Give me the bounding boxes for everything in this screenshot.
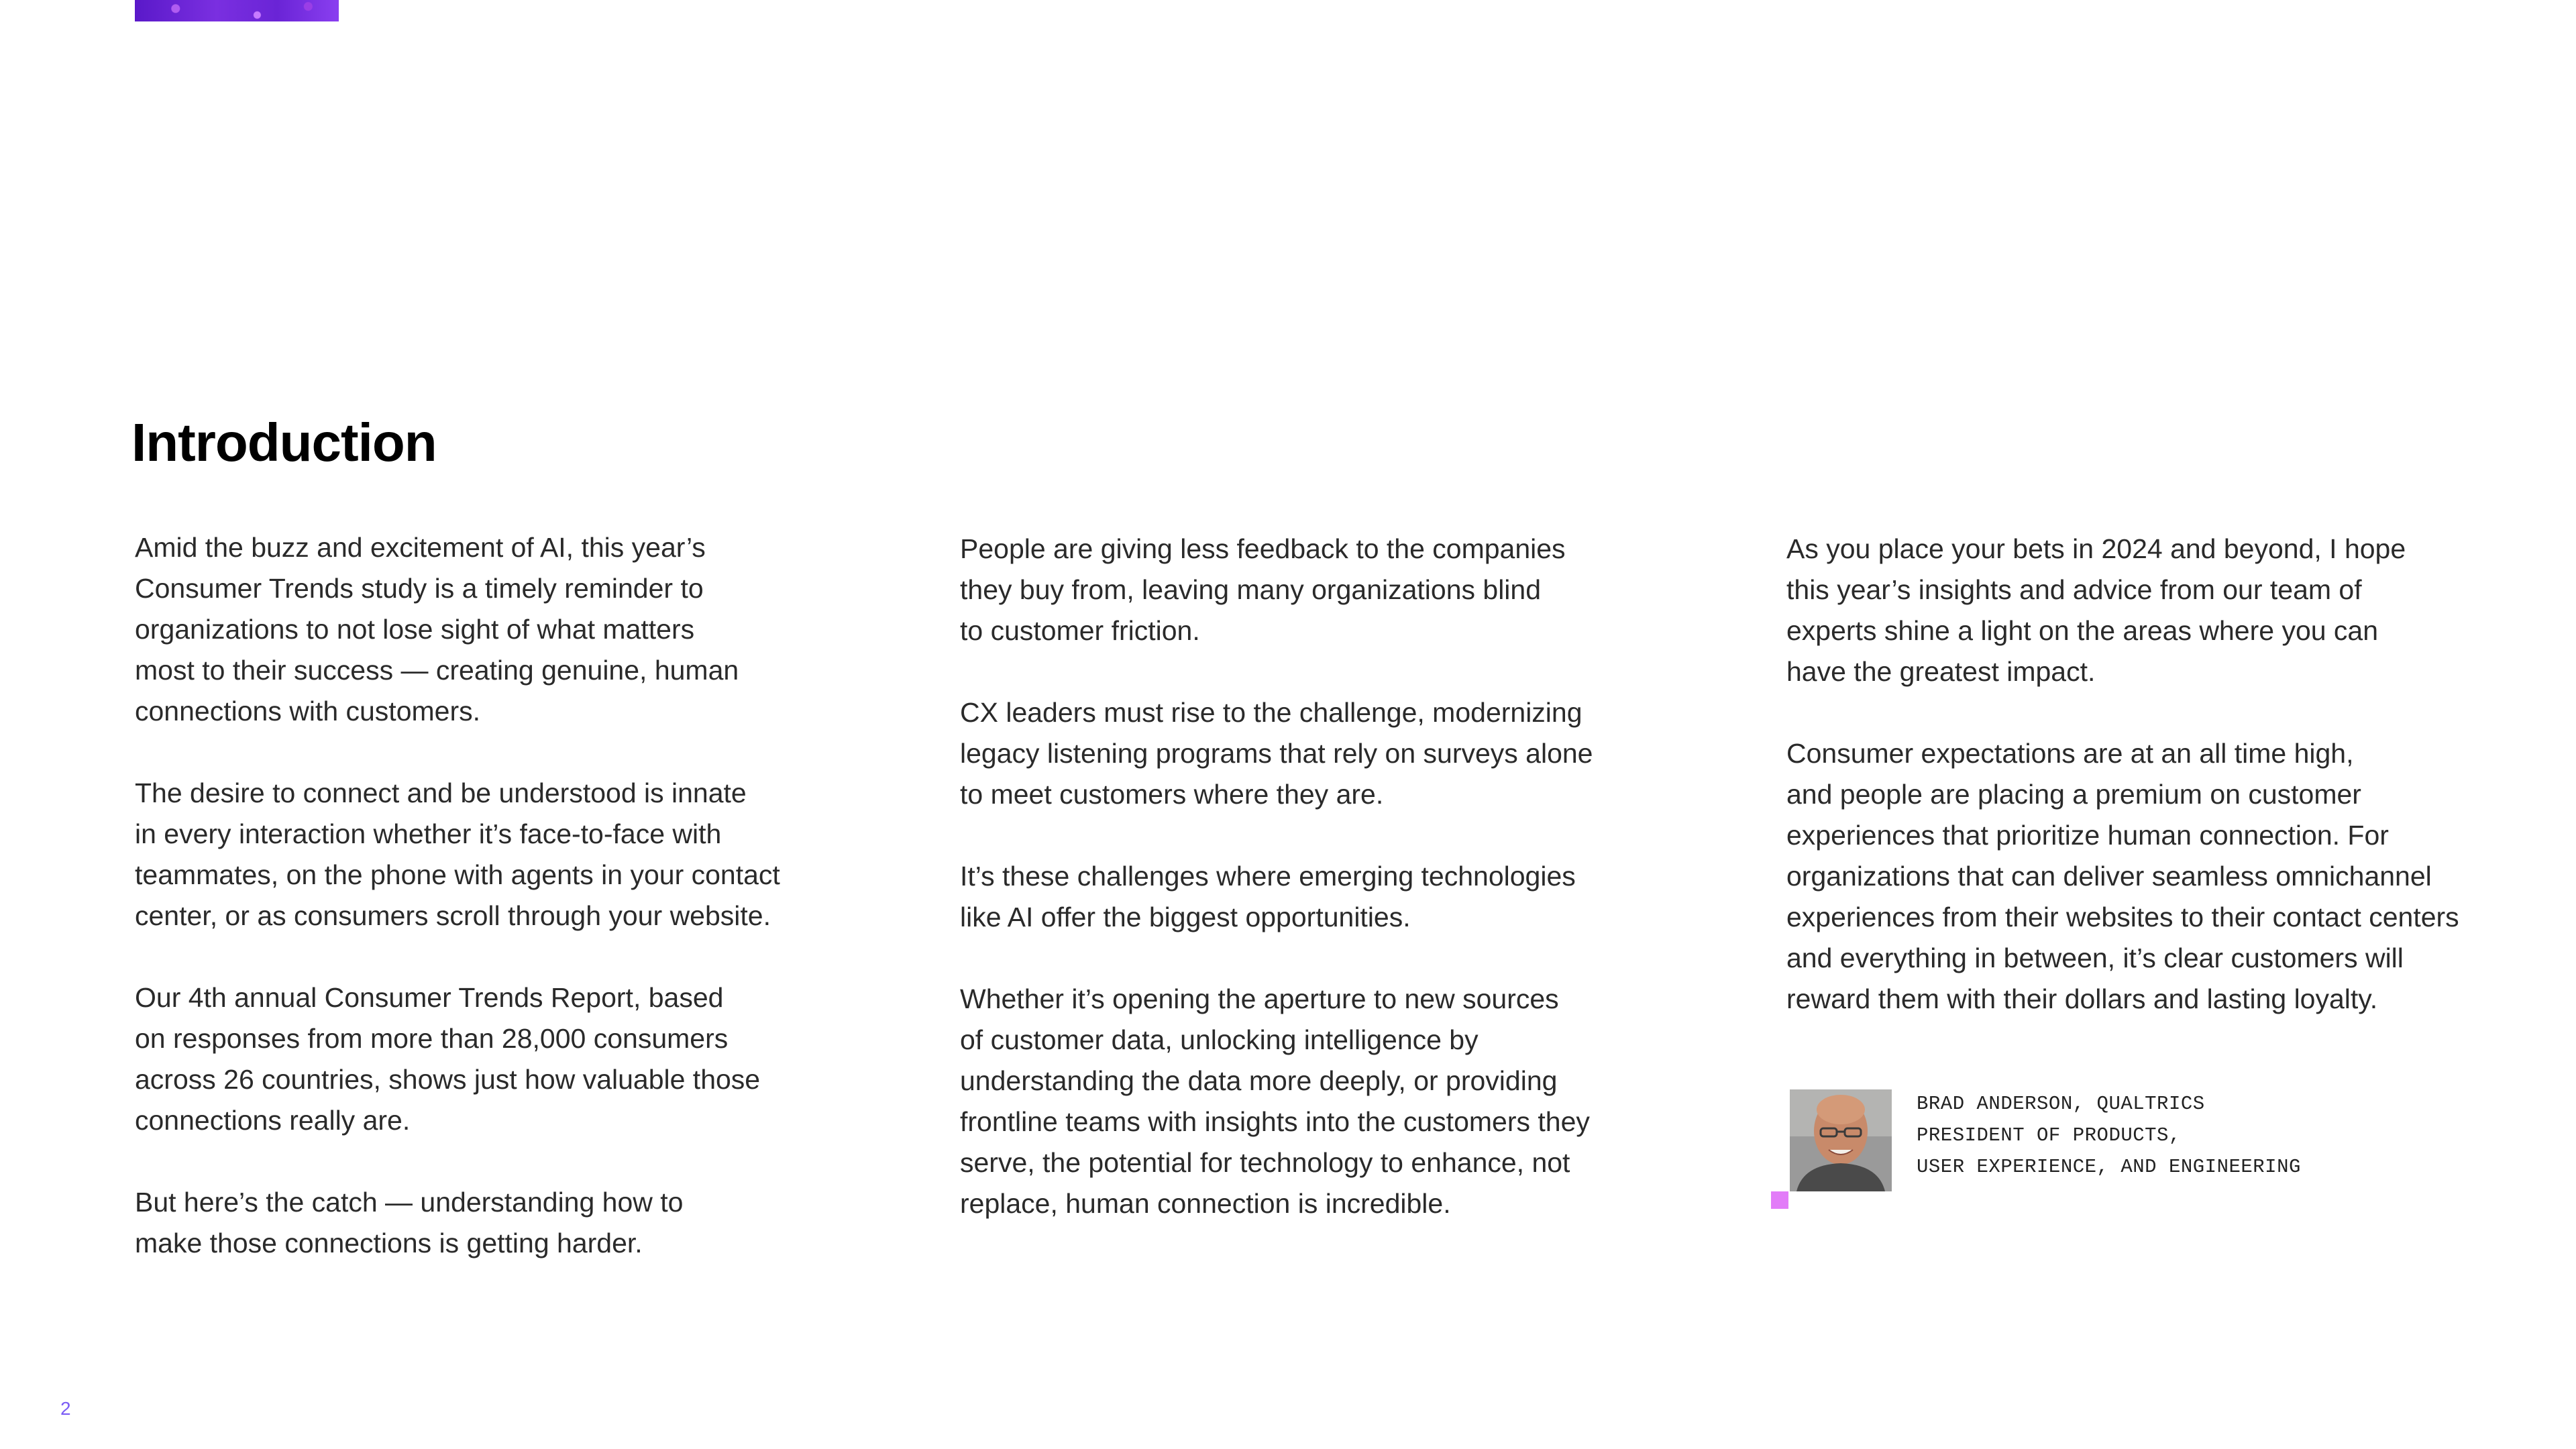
- accent-square: [1771, 1191, 1788, 1209]
- text-column-1: [135, 527, 806, 1305]
- text-column-2: [960, 529, 1631, 1265]
- paragraph: Our 4th annual Consumer Trends Report, based on responses from more than 28,000 consumers across 26 countries, shows just how valuable those connections really are.: [135, 982, 761, 1136]
- decorative-header-swatch: [135, 0, 339, 21]
- paragraph: People are giving less feedback to the companies they buy from, leaving many organizations blind to customer friction.: [960, 533, 1566, 646]
- paragraph: As you place your bets in 2024 and beyond, I hope this year’s insights and advice from our team of experts shine a light on the areas where you can have the greatest impact.: [1786, 533, 2406, 687]
- author-role: PRESIDENT OF PRODUCTS,: [1917, 1124, 2181, 1146]
- paragraph: Amid the buzz and excitement of AI, this year’s Consumer Trends study is a timely reminder to organizations to not lose sight of what matters most to their success — creating genuine, human connections with customers.: [135, 532, 739, 727]
- author-name: BRAD ANDERSON, QUALTRICS: [1917, 1093, 2205, 1115]
- page-title: Introduction: [131, 413, 437, 472]
- paragraph: It’s these challenges where emerging technologies like AI offer the biggest opportunities.: [960, 861, 1576, 932]
- author-signature: [1771, 1088, 2442, 1209]
- text-column-3: [1786, 529, 2524, 1061]
- paragraph: The desire to connect and be understood is innate in every interaction whether it’s face-to-face with teammates, on the phone with agents in your contact center, or as consumers scroll through your website.: [135, 777, 780, 931]
- page-number: 2: [60, 1398, 71, 1419]
- author-role-continued: USER EXPERIENCE, AND ENGINEERING: [1917, 1156, 2301, 1178]
- paragraph: CX leaders must rise to the challenge, modernizing legacy listening programs that rely on surveys alone to meet customers where they are.: [960, 697, 1593, 810]
- portrait-image: [1790, 1089, 1892, 1191]
- paragraph: Whether it’s opening the aperture to new sources of customer data, unlocking intelligence by understanding the data more deeply, or providing frontline teams with insights into the customers they serve, the potential for technology to enhance, not replace, human connection is incredible.: [960, 983, 1590, 1219]
- paragraph: Consumer expectations are at an all time high, and people are placing a premium on customer experiences that prioritize human connection. For organizations that can deliver seamless omnichannel experiences from their websites to their contact centers and everything in between, it’s clear customers will reward them with their dollars and lasting loyalty.: [1786, 738, 2459, 1014]
- author-avatar: [1790, 1089, 1892, 1191]
- author-details: [1917, 1088, 2301, 1183]
- paragraph: But here’s the catch — understanding how to make those connections is getting harder.: [135, 1187, 684, 1258]
